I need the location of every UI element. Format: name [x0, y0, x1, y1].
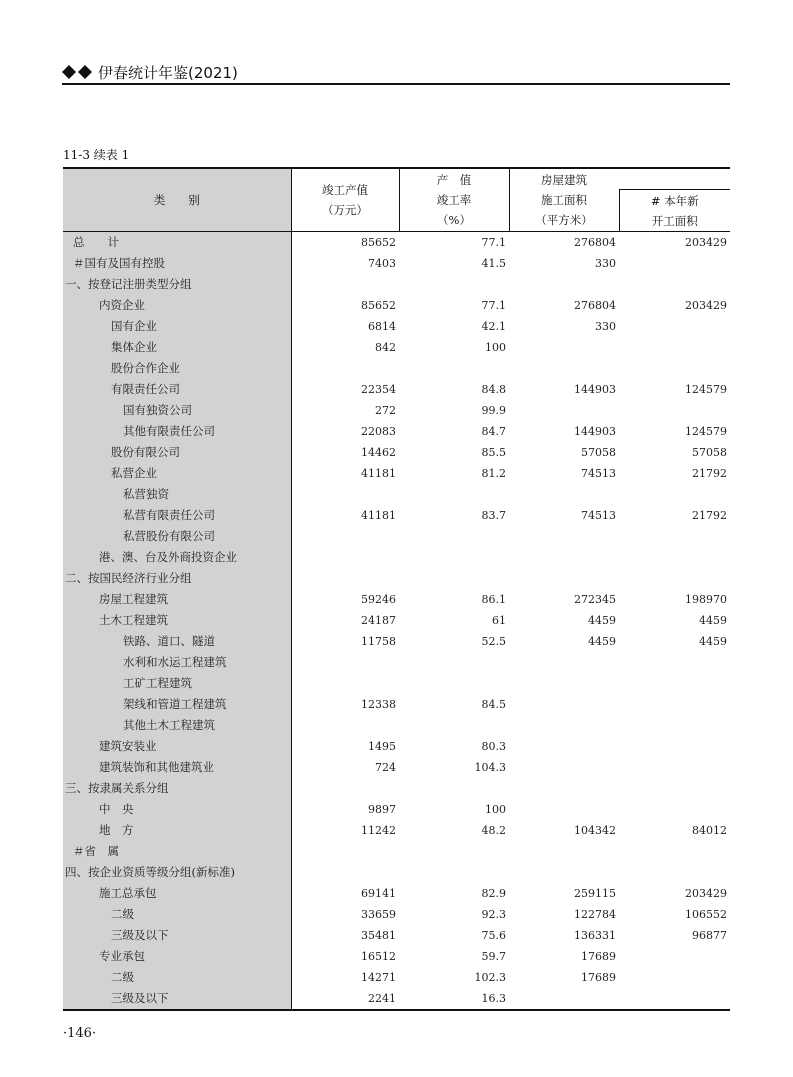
table-row [63, 232, 730, 254]
table-row [63, 379, 730, 400]
completion-rate-cell: 84.5 [481, 698, 506, 711]
row-label: 土木工程建筑 [63, 610, 291, 631]
row-label: 架线和管道工程建筑 [63, 694, 291, 715]
new-area-cell [619, 337, 730, 358]
new-area-cell [619, 778, 730, 799]
table-row [63, 778, 730, 799]
construction-area-cell [509, 484, 619, 505]
completion-rate-cell: 77.1 [481, 299, 506, 312]
construction-area-cell [509, 337, 619, 358]
row-label: 施工总承包 [63, 883, 291, 904]
completion-rate-cell [399, 778, 509, 799]
completed-output-cell: 41181 [291, 505, 399, 526]
table-row [63, 421, 730, 442]
new-area-cell: 21792 [692, 467, 727, 480]
construction-area-cell [509, 799, 619, 820]
header-empty-top [619, 168, 730, 190]
row-label: 私营股份有限公司 [63, 526, 291, 547]
row-label: 港、澳、台及外商投资企业 [63, 547, 291, 568]
row-label: 一、按登记注册类型分组 [63, 274, 291, 295]
row-label: 总 计 [63, 232, 291, 254]
statistics-table [63, 167, 730, 1011]
table-row [63, 337, 730, 358]
construction-area-cell: 276804 [574, 236, 616, 249]
construction-area-cell [509, 715, 619, 736]
completion-rate-cell: 102.3 [474, 971, 506, 984]
row-label: 其他土木工程建筑 [63, 715, 291, 736]
row-label: 私营企业 [63, 463, 291, 484]
table-row [63, 631, 730, 652]
table-row [63, 442, 730, 463]
new-area-cell: 21792 [692, 509, 727, 522]
new-area-cell [619, 757, 730, 778]
row-label: 建筑安装业 [63, 736, 291, 757]
completion-rate-cell: 85.5 [481, 446, 506, 459]
new-area-cell [619, 736, 730, 757]
construction-area-cell: 272345 [574, 593, 616, 606]
row-label: 铁路、道口、隧道 [63, 631, 291, 652]
table-row [63, 841, 730, 862]
completed-output-cell: 11242 [291, 820, 399, 841]
completed-output-cell [291, 274, 399, 295]
new-area-cell [619, 673, 730, 694]
completion-rate-cell [399, 274, 509, 295]
new-area-cell: 84012 [692, 824, 727, 837]
new-area-cell [619, 967, 730, 988]
construction-area-cell [509, 757, 619, 778]
row-label: 三级及以下 [63, 988, 291, 1010]
row-label: 三级及以下 [63, 925, 291, 946]
completion-rate-cell: 77.1 [481, 236, 506, 249]
table-row [63, 568, 730, 589]
completed-output-cell: 24187 [291, 610, 399, 631]
table-row [63, 547, 730, 568]
completed-output-cell [291, 568, 399, 589]
new-area-cell [619, 946, 730, 967]
table-header [63, 168, 730, 232]
completion-rate-cell: 59.7 [481, 950, 506, 963]
new-area-cell: 124579 [685, 383, 727, 396]
completion-rate-cell [399, 484, 509, 505]
completed-output-cell: 724 [291, 757, 399, 778]
new-area-cell [619, 568, 730, 589]
header-new-construction-area: # 本年新 开工面积 [619, 190, 730, 232]
completion-rate-cell: 104.3 [474, 761, 506, 774]
book-title: 伊春统计年鉴(2021) [98, 64, 238, 82]
row-label: 中 央 [63, 799, 291, 820]
table-row [63, 904, 730, 925]
new-area-cell: 203429 [685, 236, 727, 249]
table-body [63, 232, 730, 1011]
construction-area-cell [509, 673, 619, 694]
completion-rate-cell: 99.9 [481, 404, 506, 417]
construction-area-cell [509, 841, 619, 862]
construction-area-cell: 259115 [574, 887, 616, 900]
row-label: 地 方 [63, 820, 291, 841]
completed-output-cell: 2241 [291, 988, 399, 1010]
construction-area-cell: 330 [595, 320, 616, 333]
table-row [63, 463, 730, 484]
statistics-table-container [63, 167, 730, 1011]
row-label: 其他有限责任公司 [63, 421, 291, 442]
completion-rate-cell [399, 841, 509, 862]
completed-output-cell: 22083 [291, 421, 399, 442]
completed-output-cell: 16512 [291, 946, 399, 967]
completion-rate-cell [399, 715, 509, 736]
table-row [63, 652, 730, 673]
construction-area-cell [509, 694, 619, 715]
construction-area-cell: 57058 [581, 446, 616, 459]
row-label: 专业承包 [63, 946, 291, 967]
completed-output-cell [291, 715, 399, 736]
table-row [63, 715, 730, 736]
completed-output-cell: 33659 [291, 904, 399, 925]
completed-output-cell: 272 [291, 400, 399, 421]
completed-output-cell [291, 862, 399, 883]
header-construction-area: 房屋建筑 施工面积 （平方米） [509, 168, 619, 232]
construction-area-cell [509, 547, 619, 568]
completion-rate-cell: 52.5 [481, 635, 506, 648]
header-rule [62, 83, 730, 85]
new-area-cell [619, 484, 730, 505]
new-area-cell [619, 358, 730, 379]
completion-rate-cell [399, 652, 509, 673]
completed-output-cell: 7403 [291, 253, 399, 274]
table-title: 11-3 续表 1 [63, 148, 130, 162]
completed-output-cell [291, 778, 399, 799]
row-label: 集体企业 [63, 337, 291, 358]
new-area-cell [619, 694, 730, 715]
new-area-cell [619, 526, 730, 547]
table-row [63, 736, 730, 757]
new-area-cell [619, 400, 730, 421]
completion-rate-cell: 86.1 [481, 593, 506, 606]
new-area-cell [619, 316, 730, 337]
construction-area-cell: 74513 [581, 509, 616, 522]
construction-area-cell: 276804 [574, 299, 616, 312]
construction-area-cell [509, 274, 619, 295]
completed-output-cell: 85652 [291, 232, 399, 254]
completion-rate-cell: 42.1 [481, 320, 506, 333]
completed-output-cell: 11758 [291, 631, 399, 652]
new-area-cell: 4459 [699, 614, 727, 627]
new-area-cell [619, 988, 730, 1010]
completed-output-cell: 35481 [291, 925, 399, 946]
construction-area-cell [509, 526, 619, 547]
completion-rate-cell: 41.5 [481, 257, 506, 270]
construction-area-cell: 144903 [574, 425, 616, 438]
table-row [63, 799, 730, 820]
new-area-cell [619, 841, 730, 862]
construction-area-cell: 122784 [574, 908, 616, 921]
row-label: 私营有限责任公司 [63, 505, 291, 526]
table-row [63, 589, 730, 610]
new-area-cell: 203429 [685, 299, 727, 312]
row-label: ＃国有及国有控股 [63, 253, 291, 274]
running-header [62, 58, 730, 84]
row-label: 水利和水运工程建筑 [63, 652, 291, 673]
completed-output-cell [291, 673, 399, 694]
completion-rate-cell [399, 862, 509, 883]
table-row [63, 967, 730, 988]
row-label: 内资企业 [63, 295, 291, 316]
new-area-cell: 57058 [692, 446, 727, 459]
table-row [63, 925, 730, 946]
table-row [63, 694, 730, 715]
completion-rate-cell: 83.7 [481, 509, 506, 522]
table-row [63, 295, 730, 316]
completed-output-cell: 9897 [291, 799, 399, 820]
table-row [63, 946, 730, 967]
new-area-cell [619, 253, 730, 274]
construction-area-cell: 17689 [581, 950, 616, 963]
new-area-cell [619, 799, 730, 820]
completion-rate-cell: 81.2 [481, 467, 506, 480]
construction-area-cell: 144903 [574, 383, 616, 396]
new-area-cell: 96877 [692, 929, 727, 942]
completion-rate-cell: 75.6 [481, 929, 506, 942]
completed-output-cell: 6814 [291, 316, 399, 337]
row-label: ＃省 属 [63, 841, 291, 862]
table-row [63, 988, 730, 1010]
row-label: 二级 [63, 904, 291, 925]
completed-output-cell: 59246 [291, 589, 399, 610]
construction-area-cell [509, 988, 619, 1010]
table-row [63, 862, 730, 883]
row-label: 三、按隶属关系分组 [63, 778, 291, 799]
completed-output-cell: 1495 [291, 736, 399, 757]
completion-rate-cell [399, 547, 509, 568]
completion-rate-cell: 92.3 [481, 908, 506, 921]
completed-output-cell [291, 526, 399, 547]
completion-rate-cell: 84.7 [481, 425, 506, 438]
table-row [63, 505, 730, 526]
page-number: ·146· [63, 1026, 97, 1041]
new-area-cell [619, 652, 730, 673]
completed-output-cell: 22354 [291, 379, 399, 400]
row-label: 国有企业 [63, 316, 291, 337]
new-area-cell [619, 715, 730, 736]
construction-area-cell [509, 358, 619, 379]
completion-rate-cell [399, 358, 509, 379]
construction-area-cell [509, 862, 619, 883]
table-row [63, 253, 730, 274]
completed-output-cell: 85652 [291, 295, 399, 316]
row-label: 国有独资公司 [63, 400, 291, 421]
completion-rate-cell: 16.3 [399, 988, 509, 1010]
row-label: 私营独资 [63, 484, 291, 505]
completed-output-cell [291, 841, 399, 862]
table-row [63, 757, 730, 778]
completion-rate-cell [399, 568, 509, 589]
completed-output-cell: 69141 [291, 883, 399, 904]
table-row [63, 673, 730, 694]
table-row [63, 400, 730, 421]
construction-area-cell [509, 568, 619, 589]
new-area-cell [619, 862, 730, 883]
table-row [63, 316, 730, 337]
completed-output-cell: 842 [291, 337, 399, 358]
construction-area-cell: 4459 [588, 635, 616, 648]
header-completed-output: 竣工产值 （万元） [291, 168, 399, 232]
row-label: 建筑装饰和其他建筑业 [63, 757, 291, 778]
row-label: 工矿工程建筑 [63, 673, 291, 694]
completion-rate-cell: 48.2 [481, 824, 506, 837]
row-label: 二、按国民经济行业分组 [63, 568, 291, 589]
row-label: 四、按企业资质等级分组(新标准) [63, 862, 291, 883]
row-label: 股份有限公司 [63, 442, 291, 463]
row-label: 有限责任公司 [63, 379, 291, 400]
construction-area-cell [509, 778, 619, 799]
completed-output-cell: 41181 [291, 463, 399, 484]
row-label: 股份合作企业 [63, 358, 291, 379]
completion-rate-cell: 82.9 [481, 887, 506, 900]
new-area-cell [619, 274, 730, 295]
table-row [63, 358, 730, 379]
new-area-cell: 124579 [685, 425, 727, 438]
completion-rate-cell: 80.3 [481, 740, 506, 753]
header-completion-rate: 产 值 竣工率 （%） [399, 168, 509, 232]
table-row [63, 610, 730, 631]
new-area-cell: 203429 [685, 887, 727, 900]
construction-area-cell: 136331 [574, 929, 616, 942]
construction-area-cell: 4459 [588, 614, 616, 627]
table-row [63, 274, 730, 295]
completion-rate-cell [399, 526, 509, 547]
completion-rate-cell: 61 [492, 614, 506, 627]
completion-rate-cell: 100 [485, 803, 506, 816]
row-label: 房屋工程建筑 [63, 589, 291, 610]
header-category: 类 别 [63, 168, 291, 232]
table-row [63, 883, 730, 904]
table-row [63, 526, 730, 547]
completion-rate-cell [399, 673, 509, 694]
row-label: 二级 [63, 967, 291, 988]
completion-rate-cell: 100 [485, 341, 506, 354]
construction-area-cell: 74513 [581, 467, 616, 480]
completed-output-cell [291, 547, 399, 568]
new-area-cell: 198970 [685, 593, 727, 606]
construction-area-cell [509, 652, 619, 673]
completed-output-cell [291, 652, 399, 673]
diamond-bullets-icon [62, 65, 94, 79]
new-area-cell: 106552 [685, 908, 727, 921]
construction-area-cell [509, 400, 619, 421]
construction-area-cell: 330 [595, 257, 616, 270]
completed-output-cell [291, 484, 399, 505]
completed-output-cell: 14271 [291, 967, 399, 988]
table-row [63, 484, 730, 505]
new-area-cell: 4459 [699, 635, 727, 648]
construction-area-cell: 17689 [581, 971, 616, 984]
completed-output-cell: 14462 [291, 442, 399, 463]
construction-area-cell [509, 736, 619, 757]
construction-area-cell: 104342 [574, 824, 616, 837]
completion-rate-cell: 84.8 [481, 383, 506, 396]
completed-output-cell [291, 358, 399, 379]
table-row [63, 820, 730, 841]
new-area-cell [619, 547, 730, 568]
completed-output-cell: 12338 [291, 694, 399, 715]
